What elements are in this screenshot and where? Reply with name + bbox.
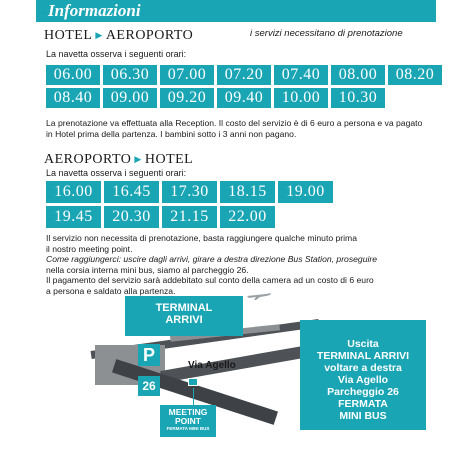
- schedule-grid-2: [46, 181, 333, 228]
- time-slot: 07.00: [160, 65, 214, 85]
- time-slot: 08.00: [331, 65, 385, 85]
- airplane-icon: [246, 290, 272, 300]
- time-slot: 06.00: [46, 65, 100, 85]
- exit-line: voltare a destra: [324, 362, 402, 374]
- time-slot: 07.40: [274, 65, 328, 85]
- time-slot: 19.00: [278, 181, 333, 203]
- time-slot: 06.30: [103, 65, 157, 85]
- terminal-arrivi-label: [125, 296, 243, 336]
- time-slot: 10.30: [331, 88, 385, 108]
- time-slot: 09.40: [217, 88, 271, 108]
- time-slot: 09.00: [103, 88, 157, 108]
- exit-line: Via Agello: [337, 374, 389, 386]
- time-slot: 21.15: [162, 206, 217, 228]
- time-slot: 20.30: [104, 206, 159, 228]
- note-line: Il servizio non necessita di prenotazione, basta raggiungere qualche minuto prima: [46, 233, 357, 243]
- time-slot: 08.40: [46, 88, 100, 108]
- section2-notes: [46, 233, 446, 296]
- time-slot: 17.30: [162, 181, 217, 203]
- meeting-line: FERMATA MINI BUS: [166, 426, 210, 431]
- time-slot: 07.20: [217, 65, 271, 85]
- terminal-label-line: ARRIVI: [165, 314, 203, 326]
- route-airport-hotel: [44, 152, 193, 168]
- time-slot: 19.45: [46, 206, 101, 228]
- route-from: AEROPORTO: [44, 152, 132, 167]
- note-line: nella corsia interna mini bus, siamo al parcheggio 26.: [46, 264, 249, 275]
- triangle-right-icon: ▶: [134, 154, 142, 164]
- schedule-subtitle-1: La navetta osserva i seguenti orari:: [46, 49, 187, 59]
- time-slot: 10.00: [274, 88, 328, 108]
- route-to: AEROPORTO: [105, 28, 194, 43]
- exit-line: MINI BUS: [339, 410, 387, 422]
- schedule-grid-1: [46, 65, 442, 108]
- exit-line: TERMINAL ARRIVI: [316, 350, 410, 362]
- exit-directions: [300, 320, 426, 430]
- note-line: il nostro meeting point.: [46, 243, 133, 254]
- time-slot: 08.20: [388, 65, 442, 85]
- triangle-right-icon: ▶: [95, 30, 103, 40]
- exit-line: Uscita: [347, 338, 379, 350]
- note-line: a persona e saldato alla partenza.: [46, 285, 176, 296]
- exit-line: Parcheggio 26: [327, 386, 399, 398]
- page-title: Informazioni: [48, 1, 141, 20]
- meeting-pin-icon: [188, 378, 198, 386]
- route-from: HOTEL: [44, 28, 93, 43]
- parking-number: 26: [138, 376, 160, 396]
- note-line: Come raggiungerci: uscire dagli arrivi, girare a destra direzione Bus Station, proseguire: [46, 254, 378, 264]
- parking-icon: P: [138, 344, 160, 366]
- time-slot: 22.00: [220, 206, 275, 228]
- schedule-subtitle-2: La navetta osserva i seguenti orari:: [46, 168, 187, 178]
- section1-note: La prenotazione va effettuata alla Reception. Il costo del servizio è di 6 euro a persona e va pagato in Hotel prima della partenza. I bambini sotto i 3 anni non pagano.: [46, 118, 423, 139]
- note-line: Il pagamento del servizio sarà addebitato sul conto della camera ad un costo di 6 euro: [46, 275, 374, 285]
- meeting-point-label: [160, 405, 216, 437]
- time-slot: 16.45: [104, 181, 159, 203]
- route-hotel-airport: [44, 28, 193, 44]
- time-slot: 09.20: [160, 88, 214, 108]
- exit-line: FERMATA: [338, 398, 388, 410]
- time-slot: 16.00: [46, 181, 101, 203]
- booking-notice: i servizi necessitano di prenotazione: [250, 28, 403, 39]
- terminal-label-line: TERMINAL: [155, 302, 213, 314]
- time-slot: 18.15: [220, 181, 275, 203]
- route-to: HOTEL: [144, 152, 194, 167]
- street-label: Via Agello: [188, 360, 236, 371]
- meeting-line: POINT: [175, 416, 201, 426]
- meeting-line: MEETING: [168, 407, 208, 417]
